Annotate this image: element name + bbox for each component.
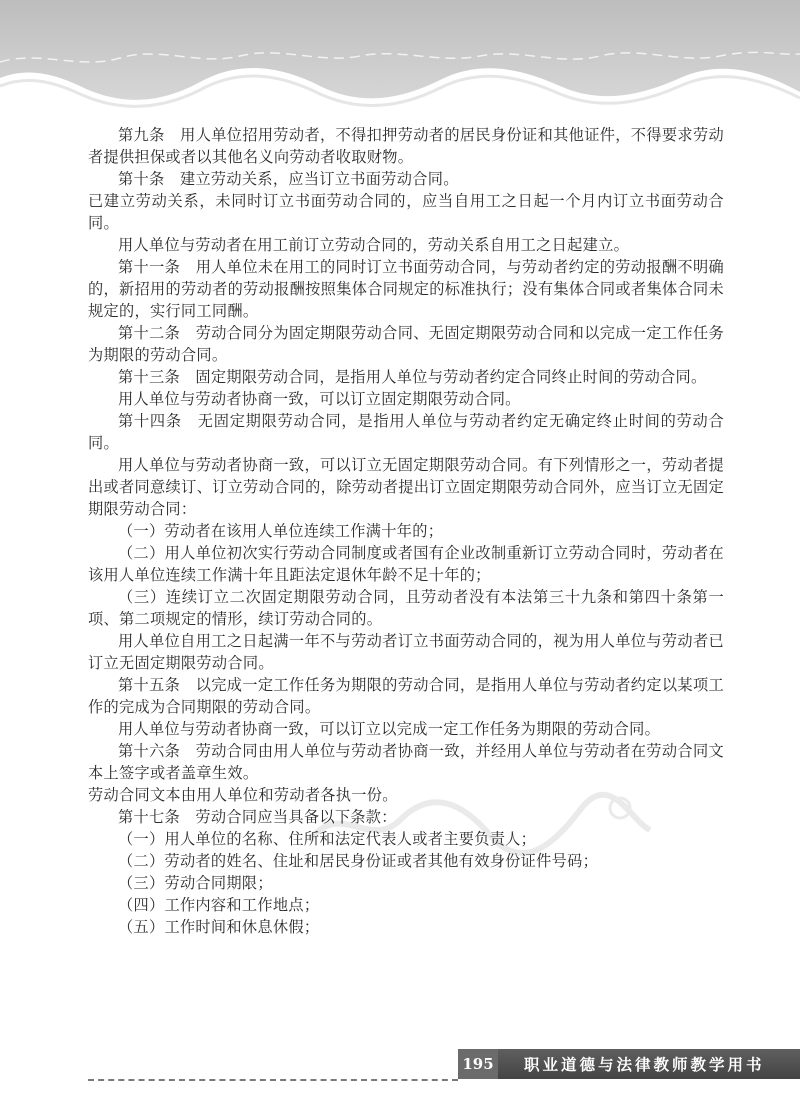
list-item: （二）劳动者的姓名、住址和居民身份证或者其他有效身份证件号码； [118, 852, 599, 870]
list-item: （四）工作内容和工作地点； [118, 896, 320, 914]
paragraph-article-9: 第九条 用人单位招用劳动者，不得扣押劳动者的居民身份证和其他证件，不得要求劳动者提供担保或者以其他名义向劳动者收取财物。 [88, 126, 724, 166]
list-item: （二）用人单位初次实行劳动合同制度或者国有企业改制重新订立劳动合同时，劳动者在该用人单位连续工作满十年且距法定退休年龄不足十年的； [88, 544, 724, 584]
paragraph: 劳动合同文本由用人单位和劳动者各执一份。 [88, 786, 398, 804]
paragraph-article-11: 第十一条 用人单位未在用工的同时订立书面劳动合同，与劳动者约定的劳动报酬不明确的，新招用的劳动者的劳动报酬按照集体合同规定的标准执行；没有集体合同或者集体合同未规定的，实行同工同酬。 [88, 258, 724, 320]
paragraph: 用人单位与劳动者在用工前订立劳动合同的，劳动关系自用工之日起建立。 [118, 236, 630, 254]
paragraph-article-15: 第十五条 以完成一定工作任务为期限的劳动合同，是指用人单位与劳动者约定以某项工作的完成为合同期限的劳动合同。 [88, 676, 724, 716]
list-item: （一）劳动者在该用人单位连续工作满十年的； [118, 522, 444, 540]
page-number: 195 [458, 1049, 498, 1079]
header-wave-banner [0, 0, 800, 112]
paragraph-article-16: 第十六条 劳动合同由用人单位与劳动者协商一致，并经用人单位与劳动者在劳动合同文本上签字或者盖章生效。 [88, 742, 724, 782]
paragraph: 已建立劳动关系，未同时订立书面劳动合同的，应当自用工之日起一个月内订立书面劳动合同。 [88, 192, 724, 232]
list-item: （一）用人单位的名称、住所和法定代表人或者主要负责人； [118, 830, 537, 848]
list-item: （三）劳动合同期限； [118, 874, 273, 892]
list-item: （三）连续订立二次固定期限劳动合同，且劳动者没有本法第三十九条和第四十条第一项、第二项规定的情形，续订劳动合同的。 [88, 588, 724, 628]
paragraph-article-12: 第十二条 劳动合同分为固定期限劳动合同、无固定期限劳动合同和以完成一定工作任务为期限的劳动合同。 [88, 324, 724, 364]
paragraph-article-17: 第十七条 劳动合同应当具备以下条款： [118, 808, 397, 826]
footer-dashed-rule [88, 1079, 458, 1081]
paragraph: 用人单位自用工之日起满一年不与劳动者订立书面劳动合同的，视为用人单位与劳动者已订立无固定期限劳动合同。 [88, 632, 724, 672]
paragraph: 用人单位与劳动者协商一致，可以订立以完成一定工作任务为期限的劳动合同。 [118, 720, 661, 738]
paragraph: 用人单位与劳动者协商一致，可以订立固定期限劳动合同。 [118, 390, 521, 408]
paragraph-article-13: 第十三条 固定期限劳动合同，是指用人单位与劳动者约定合同终止时间的劳动合同。 [118, 368, 707, 386]
article-body [88, 124, 724, 938]
list-item: （五）工作时间和休息休假； [118, 918, 320, 936]
paragraph-article-14: 第十四条 无固定期限劳动合同，是指用人单位与劳动者约定无确定终止时间的劳动合同。 [88, 412, 724, 452]
paragraph-article-10: 第十条 建立劳动关系，应当订立书面劳动合同。 [118, 170, 459, 188]
paragraph: 用人单位与劳动者协商一致，可以订立无固定期限劳动合同。有下列情形之一，劳动者提出或者同意续订、订立劳动合同的，除劳动者提出订立固定期限劳动合同外，应当订立无固定期限劳动合同： [88, 456, 724, 518]
footer-book-title: 职业道德与法律教师教学用书 [498, 1049, 800, 1079]
